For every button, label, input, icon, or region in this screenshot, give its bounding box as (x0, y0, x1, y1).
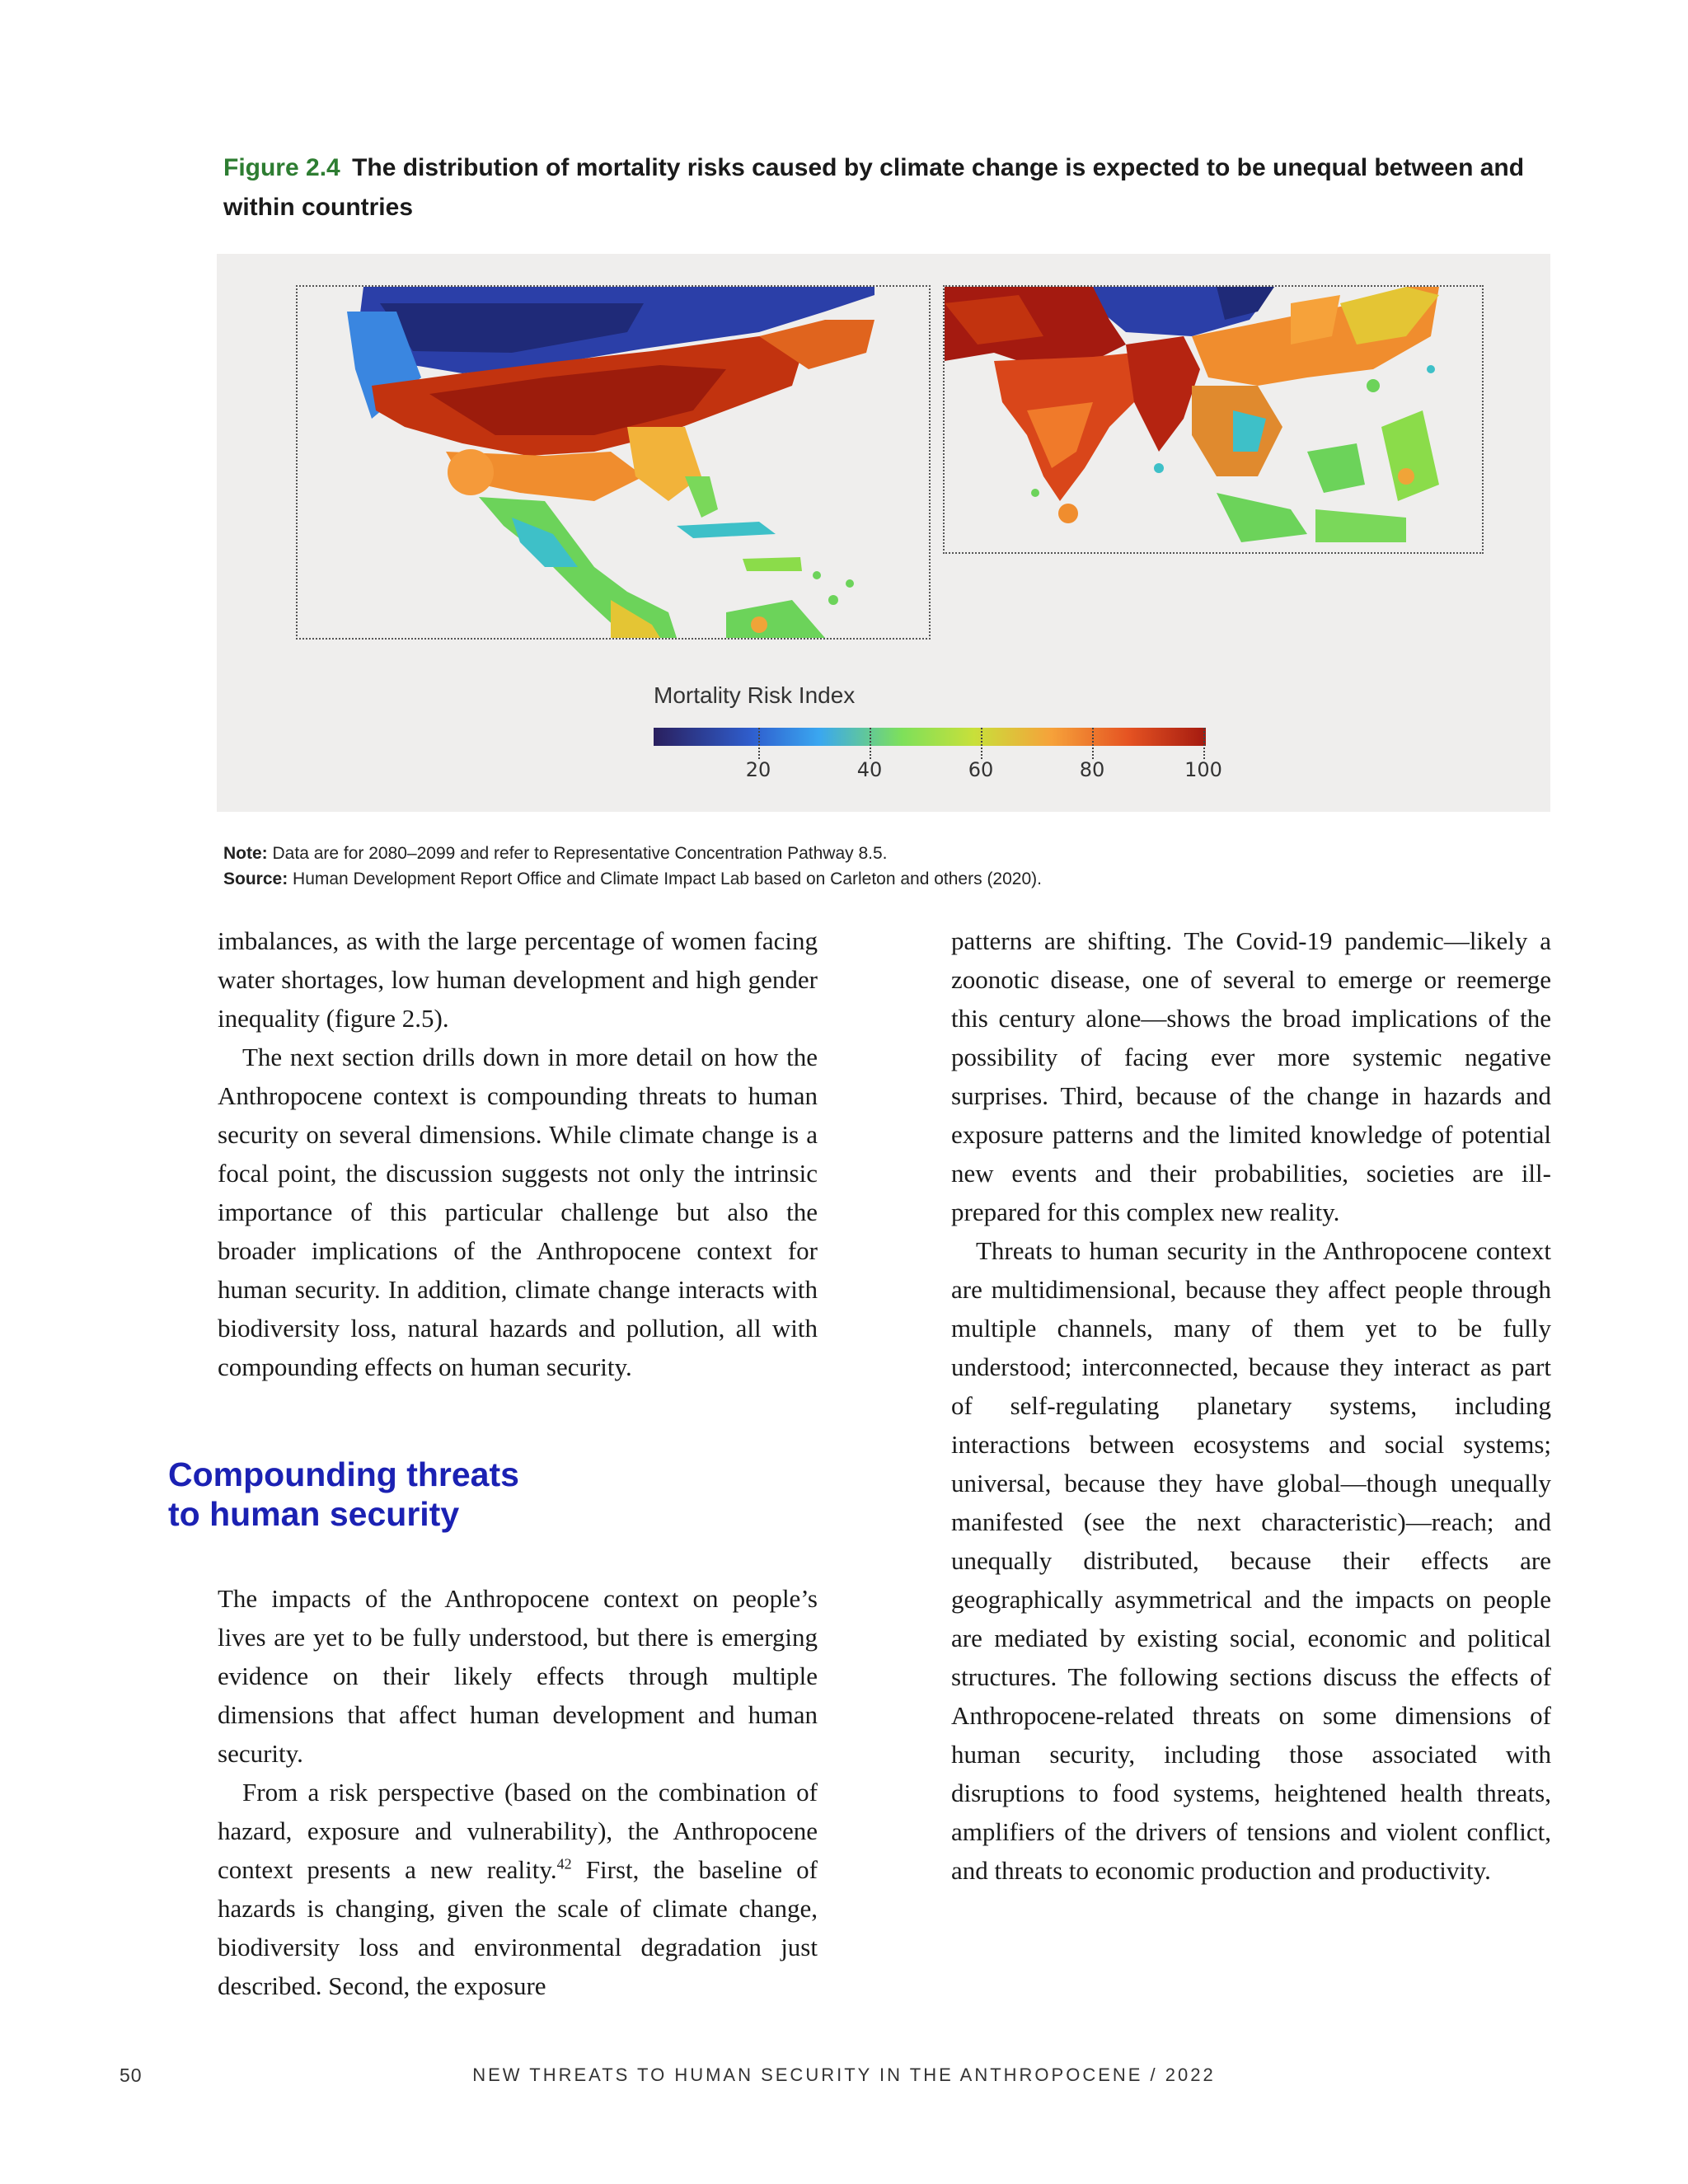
legend-tick (1203, 728, 1205, 759)
legend-tick (981, 728, 982, 759)
paragraph: patterns are shifting. The Covid-19 pandemic—likely a zoonotic disease, one of several to emerge or reemerge this century alone—shows the broad implications of the possibility of facing ever more systemic negative surprises. Third, because of the change in hazards and exposure patterns and the limited knowledge of potential new events and their probabilities, societies are ill-prepared for this complex new reality. (951, 926, 1551, 1226)
section-heading-line: to human security (168, 1495, 460, 1533)
paragraph-text: From a risk perspective (based on the combination of hazard, exposure and vulnerability), the Anthropocene context presents a new reality. (218, 1778, 818, 1884)
legend-tick-label: 20 (745, 758, 771, 781)
figure-note (223, 841, 1042, 892)
paragraph: imbalances, as with the large percentage of women facing water shortages, low human development and high gender inequality (figure 2.5). (218, 926, 818, 1033)
legend-tick-label: 80 (1079, 758, 1105, 781)
section-heading (168, 1455, 630, 1534)
paragraph: Threats to human security in the Anthropocene context are multidimensional, because they affect people through multiple channels, many of them yet to be fully understood; interconnected, because they interact as part of self-regulating planetary systems, including interactions between ecosystems and social systems; universal, because they have global—though unequally manifested (see the next characteristic)—reach; and unequally distributed, because their effects are geographically asymmetrical and the impacts on people are mediated by existing social, economic and political structures. The following sections discuss the effects of Anthropocene-related threats on some dimensions of human security, including those associated with disruptions to food systems, heightened health threats, amplifiers of the drivers of tensions and violent conflict, and threats to economic production and productivity. (951, 1236, 1551, 1885)
figure-caption (223, 148, 1559, 227)
section-body (218, 1579, 818, 2005)
footnote-ref[interactable]: 42 (556, 1855, 572, 1872)
section-heading-line: Compounding threats (168, 1455, 519, 1493)
source-text: Human Development Report Office and Climate Impact Lab based on Carleton and others (2020). (293, 869, 1042, 888)
left-column (218, 921, 818, 1386)
paragraph-text: First, the baseline of hazards is changing, given the scale of climate change, biodiversity loss and environmental degradation just described. Second, the exposure (218, 1855, 818, 2000)
legend (217, 254, 1550, 812)
paragraph: The next section drills down in more detail on how the Anthropocene context is compounding threats to human security on several dimensions. While climate change is a focal point, the discussion suggests not only the intrinsic importance of this particular challenge but also the broader implications of the Anthropocene context for human security. In addition, climate change interacts with biodiversity loss, natural hazards and pollution, all with compounding effects on human security. (218, 1043, 818, 1381)
legend-tick-label: 60 (968, 758, 994, 781)
paragraph (218, 1773, 818, 2005)
right-column (951, 921, 1551, 1890)
legend-tick (758, 728, 760, 759)
page-number: 50 (120, 2064, 143, 2086)
note-text: Data are for 2080–2099 and refer to Representative Concentration Pathway 8.5. (272, 844, 888, 863)
figure-title: The distribution of mortality risks caused by climate change is expected to be unequal between and within countries (223, 154, 1525, 221)
note-label: Note: (223, 844, 268, 863)
legend-tick (1092, 728, 1094, 759)
running-footer: NEW THREATS TO HUMAN SECURITY IN THE ANTHROPOCENE / 2022 (472, 2064, 1216, 2085)
figure-number: Figure 2.4 (223, 154, 340, 181)
legend-tick-label: 100 (1184, 758, 1222, 781)
legend-color-bar (654, 728, 1206, 746)
legend-tick-label: 40 (856, 758, 883, 781)
source-label: Source: (223, 869, 288, 888)
legend-title: Mortality Risk Index (654, 682, 856, 708)
paragraph: The impacts of the Anthropocene context on people’s lives are yet to be fully understood, but there is emerging evidence on their likely effects through multiple dimensions that affect human development and human security. (218, 1584, 818, 1768)
legend-tick (870, 728, 871, 759)
